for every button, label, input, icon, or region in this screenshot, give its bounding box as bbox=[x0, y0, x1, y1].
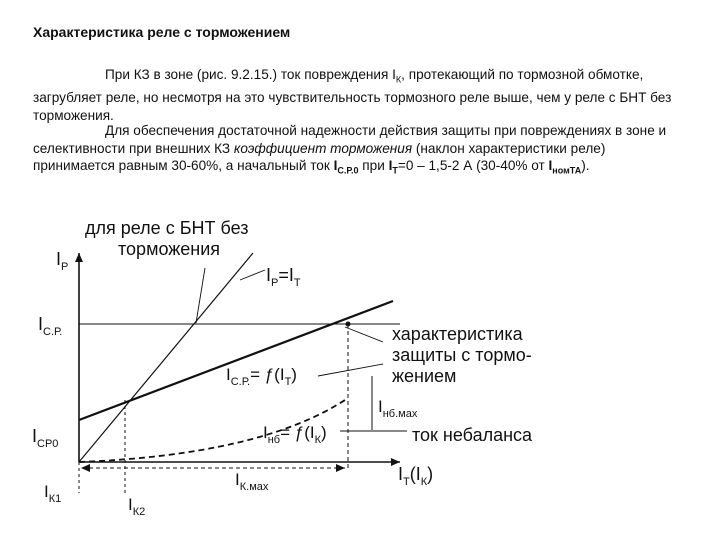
p2-i3-sub: номТА bbox=[552, 165, 582, 176]
char-eq-i: I bbox=[226, 365, 231, 384]
y-axis-label-i: I bbox=[56, 249, 62, 269]
leader-ip-it bbox=[240, 270, 265, 280]
p2-i2-sub: Т bbox=[392, 165, 398, 176]
icp0-i: I bbox=[32, 426, 38, 446]
char-eq-sub2: Т bbox=[284, 376, 292, 388]
p1-text-b: , протекающий по тормозной обмотке, загрубляет реле, но несмотря на это чувствительность тормозного реле выше, чем у реле с БНТ без торможения. bbox=[33, 67, 672, 123]
icp-i: I bbox=[38, 314, 44, 334]
inb-max-i: I bbox=[378, 397, 383, 416]
relay-characteristic-diagram bbox=[0, 200, 720, 540]
ip-it-i: I bbox=[266, 265, 272, 285]
ip-it-mid: =I bbox=[278, 265, 294, 285]
label-ik2 bbox=[128, 495, 145, 518]
icp0-sub: СР0 bbox=[37, 438, 59, 450]
char-eq-c: ) bbox=[291, 365, 297, 384]
ik-max-sub: К.мах bbox=[239, 481, 269, 493]
p2-text-a: Для обеспечения достаточной надежности действия защиты при повреждениях в зоне и селективности при внешних КЗ bbox=[33, 123, 667, 156]
label-unbalance-current: ток небаланса bbox=[412, 425, 533, 445]
label-icp bbox=[38, 314, 62, 338]
ik2-i: I bbox=[128, 495, 133, 514]
ik1-i: I bbox=[44, 482, 49, 501]
y-axis-label bbox=[56, 249, 68, 273]
label-char-line1: характеристика bbox=[392, 324, 523, 344]
nb-eq-sub2: К bbox=[314, 434, 322, 446]
x-axis-label bbox=[398, 464, 433, 488]
x-axis-sub: Т bbox=[403, 476, 410, 488]
p2-i2: I bbox=[388, 158, 393, 173]
p2-i3: I bbox=[548, 158, 553, 173]
nb-eq-i: I bbox=[263, 423, 268, 442]
y-axis-label-sub: Р bbox=[61, 261, 69, 273]
x-axis-i: I bbox=[398, 464, 404, 484]
nb-eq-sub: нб bbox=[267, 434, 281, 446]
p2-text-c: при bbox=[358, 158, 389, 173]
leader-bnt bbox=[196, 268, 205, 323]
p2-text-b: (наклон характеристики реле) принимается равным 30-60%, а начальный ток bbox=[33, 140, 606, 173]
p2-text-d: =0 – 1,5-2 А (30-40% от bbox=[397, 158, 549, 173]
p1-sub-a: К bbox=[395, 74, 402, 85]
nb-eq-c: ) bbox=[321, 423, 327, 442]
label-ik1 bbox=[44, 482, 61, 505]
p1-text-a: При КЗ в зоне (рис. 9.2.15.) ток повреждения I bbox=[105, 67, 396, 82]
ip-it-sub1: Р bbox=[271, 277, 279, 289]
line-ip-equals-it bbox=[79, 253, 253, 462]
paragraph-1 bbox=[33, 66, 673, 124]
ip-it-sub2: Т bbox=[293, 277, 301, 289]
label-char-equation bbox=[226, 365, 297, 388]
label-inb-max bbox=[378, 397, 418, 420]
label-ik-max bbox=[235, 470, 269, 493]
x-axis-paren-sub: К bbox=[420, 476, 428, 488]
leader-characteristic bbox=[345, 327, 383, 342]
inb-max-sub: нб.мах bbox=[382, 408, 418, 420]
ik-max-i: I bbox=[235, 470, 240, 489]
icp-sub: С.Р. bbox=[43, 326, 63, 338]
ik1-sub: К1 bbox=[48, 493, 62, 505]
page-title: Характеристика реле с торможением bbox=[33, 24, 291, 40]
x-axis-close: ) bbox=[427, 464, 434, 484]
p2-i1: I bbox=[333, 158, 338, 173]
x-axis-paren: (I bbox=[409, 464, 421, 484]
braking-characteristic-line bbox=[79, 301, 393, 420]
ik2-sub: К2 bbox=[132, 506, 146, 518]
p2-italic-term: коэффициент торможения bbox=[233, 140, 413, 156]
label-unbalance-equation bbox=[263, 423, 327, 446]
leader-char-eq bbox=[318, 364, 383, 376]
label-icp0 bbox=[32, 426, 58, 450]
label-bnt-line1: для реле с БНТ без bbox=[85, 218, 249, 238]
intersection-point bbox=[346, 322, 351, 327]
p2-text-e: ). bbox=[581, 158, 590, 173]
label-char-line3: жением bbox=[392, 366, 457, 386]
label-bnt-line2: торможения bbox=[118, 239, 221, 259]
char-eq-b: = ƒ(I bbox=[250, 365, 285, 384]
nb-eq-b: = ƒ(I bbox=[280, 423, 315, 442]
label-ip-it bbox=[266, 265, 301, 289]
label-char-line2: защиты с тормо- bbox=[392, 345, 532, 365]
char-eq-sub: С.Р. bbox=[230, 376, 251, 388]
paragraph-2 bbox=[33, 122, 673, 180]
p2-i1-sub: С.Р.0 bbox=[337, 165, 359, 176]
